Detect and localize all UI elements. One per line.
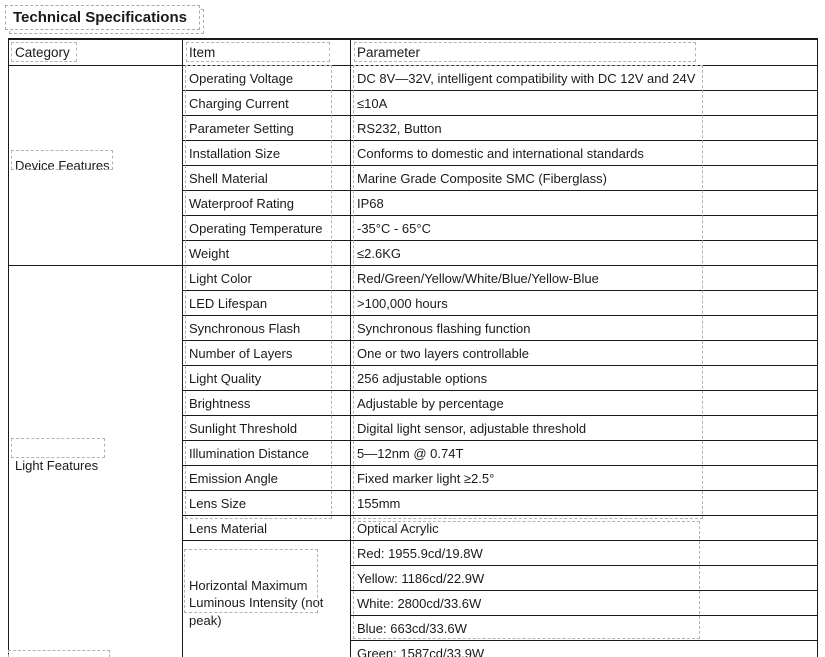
item-cell: Light Color [183,266,351,291]
param-cell: One or two layers controllable [351,341,818,366]
param-cell: Red/Green/Yellow/White/Blue/Yellow-Blue [351,266,818,291]
param-cell: Marine Grade Composite SMC (Fiberglass) [351,166,818,191]
item-cell: Parameter Setting [183,116,351,141]
table-header-row [9,39,818,66]
item-cell: Illumination Distance [183,441,351,466]
item-cell: Sunlight Threshold [183,416,351,441]
table-row [9,266,818,291]
param-cell: Synchronous flashing function [351,316,818,341]
param-cell: Adjustable by percentage [351,391,818,416]
col-header-item: Item [183,39,351,66]
item-cell: Operating Voltage [183,66,351,91]
param-cell: Yellow: 1186cd/22.9W [351,566,818,591]
param-cell: Fixed marker light ≥2.5° [351,466,818,491]
param-cell: ≤2.6KG [351,241,818,266]
param-cell: >100,000 hours [351,291,818,316]
item-cell: Synchronous Flash [183,316,351,341]
category-cell-light-features: Light Features [9,266,183,657]
item-cell: Lens Size [183,491,351,516]
param-cell: Red: 1955.9cd/19.8W [351,541,818,566]
param-cell: Green: 1587cd/33.9W [351,641,818,657]
item-cell: Weight [183,241,351,266]
param-cell: RS232, Button [351,116,818,141]
spec-table [8,38,818,657]
param-cell: Optical Acrylic [351,516,818,541]
item-cell: Charging Current [183,91,351,116]
category-cell-device-features: Device Features [9,66,183,266]
item-cell-luminous-intensity: Horizontal Maximum Luminous Intensity (not peak) [183,541,351,657]
item-cell: Shell Material [183,166,351,191]
title-frame [5,5,200,30]
param-cell: 5—12nm @ 0.74T [351,441,818,466]
item-cell: Light Quality [183,366,351,391]
param-cell: 256 adjustable options [351,366,818,391]
item-cell: LED Lifespan [183,291,351,316]
param-cell: Blue: 663cd/33.6W [351,616,818,641]
param-cell: Conforms to domestic and international standards [351,141,818,166]
param-cell: ≤10A [351,91,818,116]
param-cell: DC 8V—32V, intelligent compatibility with DC 12V and 24V [351,66,818,91]
param-cell: White: 2800cd/33.6W [351,591,818,616]
param-cell: -35°C - 65°C [351,216,818,241]
col-header-category: Category [9,39,183,66]
item-cell: Lens Material [183,516,351,541]
item-cell: Brightness [183,391,351,416]
page-title: Technical Specifications [5,5,200,30]
item-cell: Waterproof Rating [183,191,351,216]
item-cell: Emission Angle [183,466,351,491]
item-cell: Operating Temperature [183,216,351,241]
param-cell: 155mm [351,491,818,516]
col-header-parameter: Parameter [351,39,818,66]
item-cell: Installation Size [183,141,351,166]
item-cell: Number of Layers [183,341,351,366]
table-row [9,66,818,91]
param-cell: IP68 [351,191,818,216]
param-cell: Digital light sensor, adjustable threshold [351,416,818,441]
